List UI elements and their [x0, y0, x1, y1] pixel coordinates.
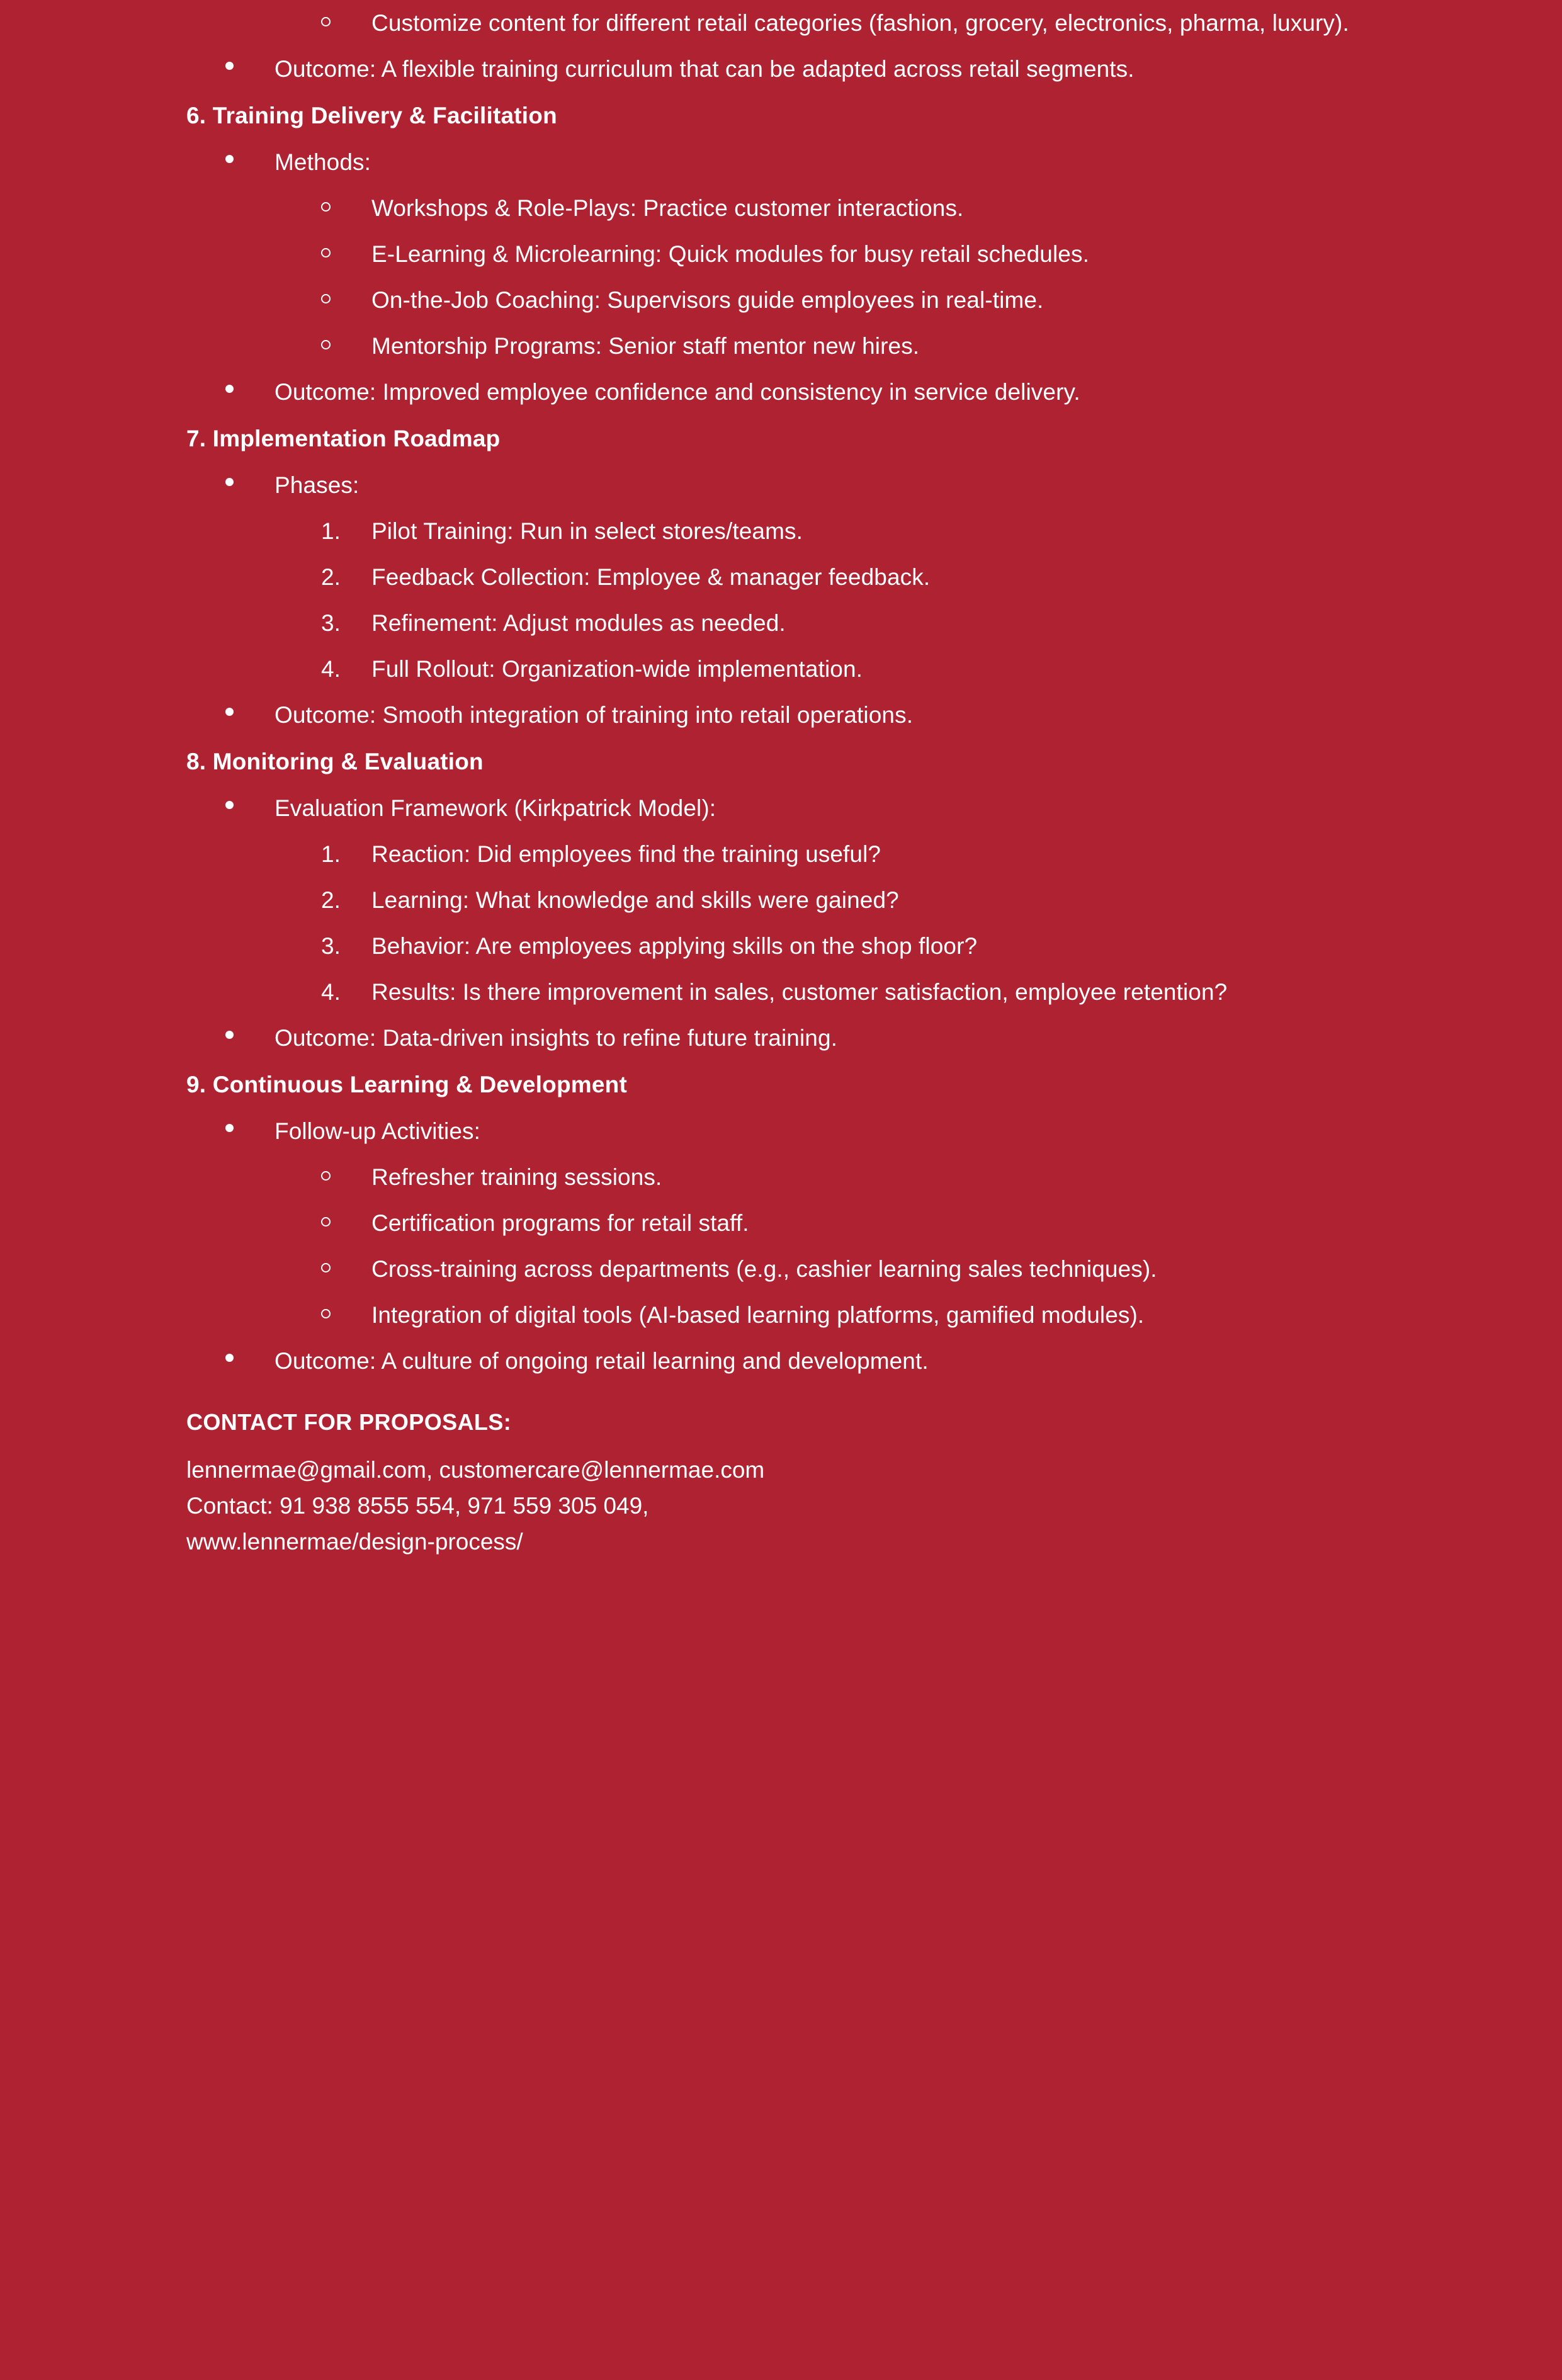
- ordered-list-item: [186, 554, 1383, 600]
- list-item: [186, 1015, 1383, 1061]
- list-item: [186, 277, 1383, 323]
- hollow-circle-bullet-icon: [321, 231, 371, 277]
- list-item-text: Refinement: Adjust modules as needed.: [371, 610, 786, 636]
- disc-bullet-icon: [225, 46, 274, 92]
- list-item: [186, 0, 1383, 46]
- section-heading: 9. Continuous Learning & Development: [186, 1072, 627, 1097]
- ordered-list-item: [186, 877, 1383, 923]
- list-item-text: Outcome: Improved employee confidence and consistency in service delivery.: [274, 379, 1080, 405]
- list-number: 4.: [321, 979, 341, 1005]
- disc-bullet-icon: [225, 1108, 274, 1154]
- list-item: [186, 185, 1383, 231]
- list-item-text: Full Rollout: Organization-wide implementation.: [371, 656, 863, 682]
- list-item-text: On-the-Job Coaching: Supervisors guide employees in real-time.: [371, 287, 1044, 313]
- hollow-circle-bullet-icon: [321, 1246, 371, 1292]
- list-number: 2.: [321, 887, 341, 913]
- list-item-text: Follow-up Activities:: [274, 1118, 480, 1144]
- list-item: [186, 1246, 1383, 1292]
- list-item-text: Feedback Collection: Employee & manager feedback.: [371, 564, 931, 590]
- list-item-text: E-Learning & Microlearning: Quick modules for busy retail schedules.: [371, 241, 1089, 267]
- list-item: [186, 1200, 1383, 1246]
- list-item: [186, 323, 1383, 369]
- contact-heading: CONTACT FOR PROPOSALS:: [186, 1409, 512, 1435]
- document-content-area: [186, 0, 1383, 1560]
- ordered-list-item: [186, 508, 1383, 554]
- ordered-list-item: [186, 646, 1383, 692]
- hollow-circle-bullet-icon: [321, 185, 371, 231]
- contact-emails: lennermae@gmail.com, customercare@lennermae.com: [186, 1457, 765, 1483]
- list-item: [186, 46, 1383, 92]
- list-item: [186, 1292, 1383, 1338]
- list-item-text: Cross-training across departments (e.g., cashier learning sales techniques).: [371, 1256, 1157, 1282]
- list-item: [186, 139, 1383, 185]
- hollow-circle-bullet-icon: [321, 1292, 371, 1338]
- contact-website: www.lennermae/design-process/: [186, 1529, 523, 1555]
- section-heading: 7. Implementation Roadmap: [186, 426, 501, 451]
- list-item-text: Customize content for different retail categories (fashion, grocery, electronics, pharma, luxury).: [371, 10, 1349, 36]
- list-item-text: Pilot Training: Run in select stores/teams.: [371, 518, 803, 544]
- list-item-text: Methods:: [274, 149, 371, 175]
- list-item-text: Learning: What knowledge and skills were gained?: [371, 887, 899, 913]
- list-item: [186, 369, 1383, 415]
- list-item-text: Outcome: Data-driven insights to refine future training.: [274, 1025, 838, 1051]
- disc-bullet-icon: [225, 692, 274, 738]
- list-item: [186, 1338, 1383, 1384]
- list-item-text: Outcome: A flexible training curriculum that can be adapted across retail segments.: [274, 56, 1135, 82]
- hollow-circle-bullet-icon: [321, 1154, 371, 1200]
- ordered-list-item: [186, 969, 1383, 1015]
- list-item-text: Integration of digital tools (AI-based learning platforms, gamified modules).: [371, 1302, 1145, 1328]
- section-heading: 8. Monitoring & Evaluation: [186, 749, 484, 774]
- list-item: [186, 785, 1383, 831]
- list-item-text: Behavior: Are employees applying skills on the shop floor?: [371, 933, 978, 959]
- list-item: [186, 1154, 1383, 1200]
- list-number: 4.: [321, 656, 341, 682]
- list-item-text: Reaction: Did employees find the training useful?: [371, 841, 881, 867]
- list-item-text: Workshops & Role-Plays: Practice customer interactions.: [371, 195, 964, 221]
- list-item-text: Results: Is there improvement in sales, customer satisfaction, employee retention?: [371, 979, 1228, 1005]
- disc-bullet-icon: [225, 462, 274, 508]
- list-number: 3.: [321, 610, 341, 636]
- list-item-text: Mentorship Programs: Senior staff mentor new hires.: [371, 333, 920, 359]
- contact-phones: Contact: 91 938 8555 554, 971 559 305 049,: [186, 1493, 649, 1519]
- list-item: [186, 231, 1383, 277]
- ordered-list-item: [186, 923, 1383, 969]
- spacer: [186, 1384, 1383, 1399]
- list-number: 2.: [321, 564, 341, 590]
- disc-bullet-icon: [225, 785, 274, 831]
- hollow-circle-bullet-icon: [321, 0, 371, 46]
- ordered-list-item: [186, 831, 1383, 877]
- list-item-text: Outcome: Smooth integration of training into retail operations.: [274, 702, 914, 728]
- hollow-circle-bullet-icon: [321, 323, 371, 369]
- list-item-text: Phases:: [274, 472, 359, 498]
- disc-bullet-icon: [225, 139, 274, 185]
- disc-bullet-icon: [225, 1338, 274, 1384]
- list-number: 3.: [321, 933, 341, 959]
- section-heading: 6. Training Delivery & Facilitation: [186, 103, 557, 128]
- list-item: [186, 462, 1383, 508]
- spacer: [186, 1446, 1383, 1452]
- list-item-text: Evaluation Framework (Kirkpatrick Model):: [274, 795, 716, 821]
- list-number: 1.: [321, 518, 341, 544]
- list-item-text: Certification programs for retail staff.: [371, 1210, 749, 1236]
- list-item: [186, 1108, 1383, 1154]
- hollow-circle-bullet-icon: [321, 277, 371, 323]
- list-number: 1.: [321, 841, 341, 867]
- list-item-text: Refresher training sessions.: [371, 1164, 662, 1190]
- list-item: [186, 692, 1383, 738]
- list-item-text: Outcome: A culture of ongoing retail learning and development.: [274, 1348, 929, 1374]
- hollow-circle-bullet-icon: [321, 1200, 371, 1246]
- ordered-list-item: [186, 600, 1383, 646]
- disc-bullet-icon: [225, 1015, 274, 1061]
- disc-bullet-icon: [225, 369, 274, 415]
